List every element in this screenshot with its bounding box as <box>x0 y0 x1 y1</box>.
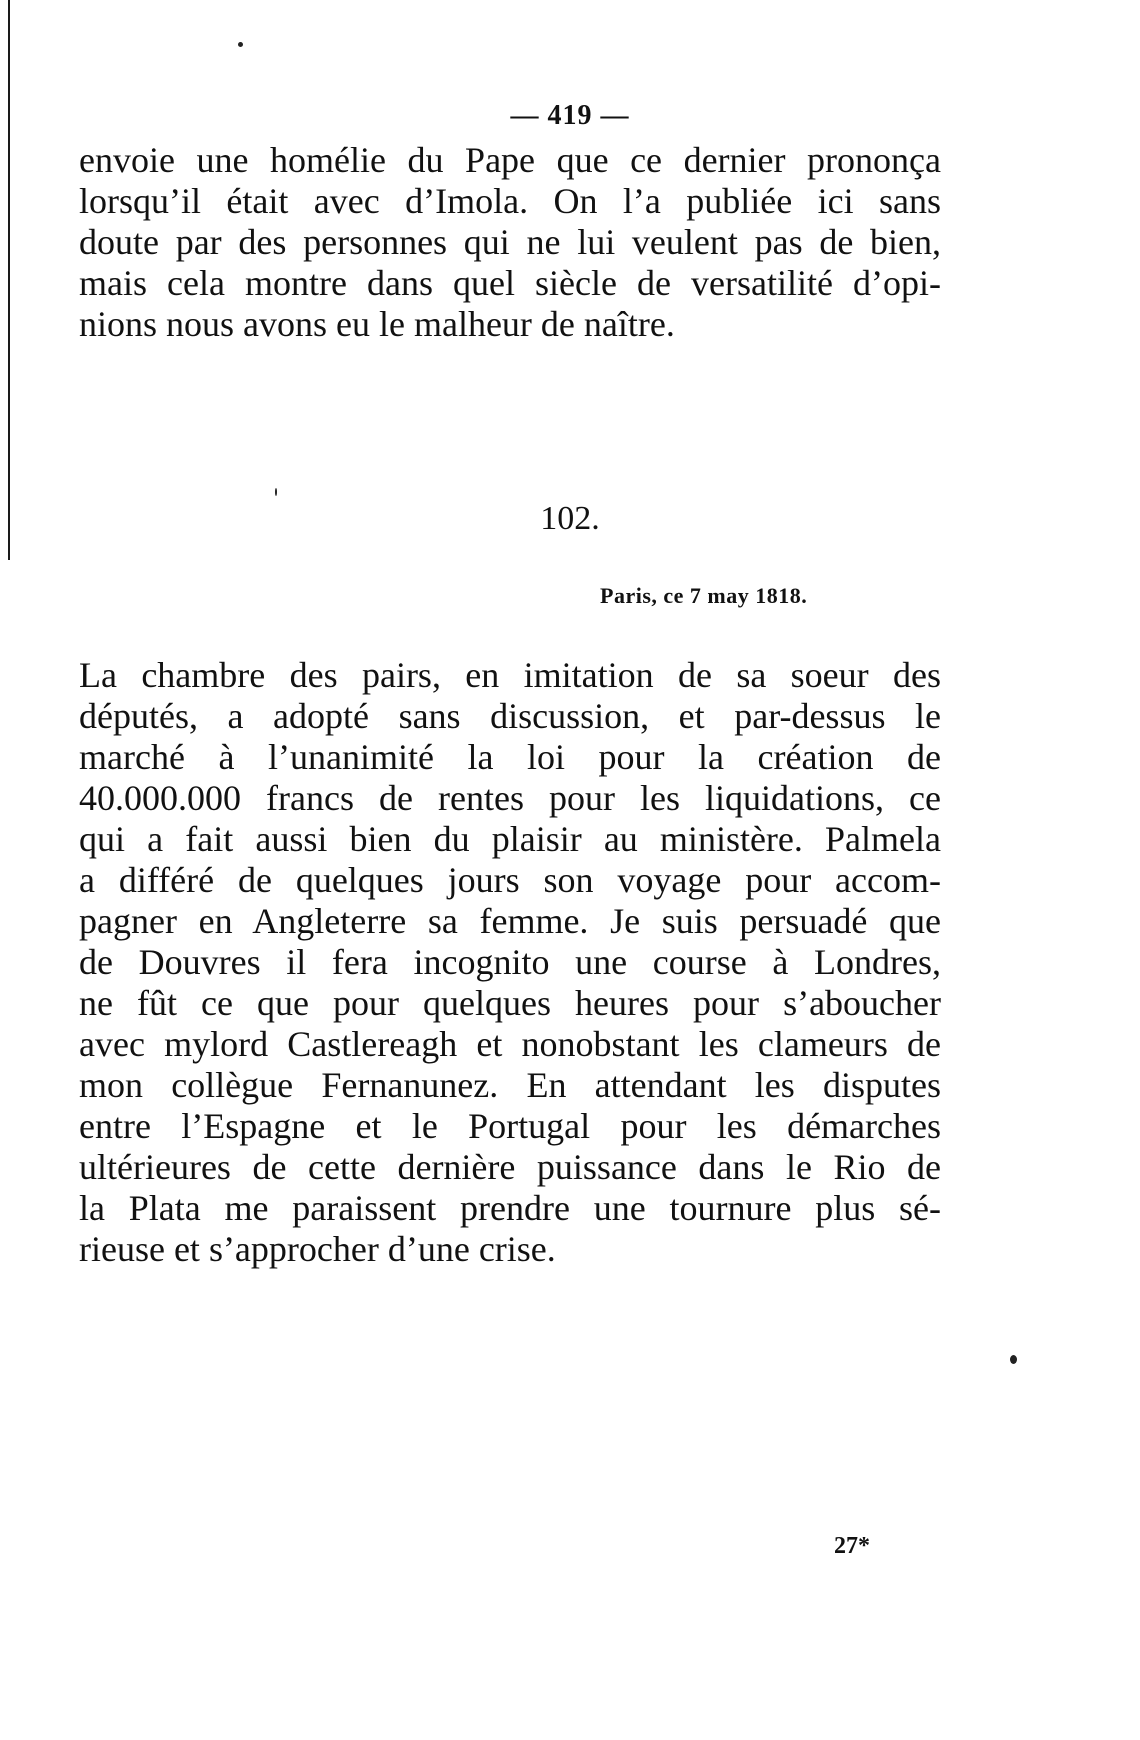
text-line: qui a fait aussi bien du plaisir au ministère. Palmela <box>79 819 941 859</box>
text-line: mais cela montre dans quel siècle de versatilité d’opi- <box>79 263 941 303</box>
text-line: a différé de quelques jours son voyage pour accom- <box>79 860 941 900</box>
text-line: la Plata me paraissent prendre une tournure plus sé- <box>79 1188 941 1228</box>
text-line: La chambre des pairs, en imitation de sa soeur des <box>79 655 941 695</box>
text-line: de Douvres il fera incognito une course à Londres, <box>79 942 941 982</box>
page-number: — 419 — <box>510 100 630 131</box>
text-line: entre l’Espagne et le Portugal pour les démarches <box>79 1106 941 1146</box>
text-line: rieuse et s’approcher d’une crise. <box>79 1229 556 1269</box>
text-line: ultérieures de cette dernière puissance dans le Rio de <box>79 1147 941 1187</box>
text-line: marché à l’unanimité la loi pour la création de <box>79 737 941 777</box>
letter-dateline: Paris, ce 7 may 1818. <box>600 583 808 608</box>
scan-speck <box>238 42 243 47</box>
text-line: pagner en Angleterre sa femme. Je suis persuadé que <box>79 901 941 941</box>
signature-mark: 27* <box>834 1533 870 1559</box>
letter-body <box>79 655 941 1270</box>
text-line: ne fût ce que pour quelques heures pour s’aboucher <box>79 983 941 1023</box>
text-line: mon collègue Fernanunez. En attendant les disputes <box>79 1065 941 1105</box>
text-line: lorsqu’il était avec d’Imola. On l’a publiée ici sans <box>79 181 941 221</box>
text-line: 40.000.000 francs de rentes pour les liquidations, ce <box>79 778 941 818</box>
text-line: avec mylord Castlereagh et nonobstant les clameurs de <box>79 1024 941 1064</box>
page-left-edge <box>8 0 10 560</box>
letter-number: 102. <box>540 500 600 537</box>
scan-speck <box>275 488 277 496</box>
text-line: députés, a adopté sans discussion, et par-dessus le <box>79 696 941 736</box>
text-line: envoie une homélie du Pape que ce dernier prononça <box>79 140 941 180</box>
scan-speck <box>1010 1355 1017 1364</box>
first-paragraph <box>79 140 941 345</box>
text-line: nions nous avons eu le malheur de naître. <box>79 304 675 344</box>
text-line: doute par des personnes qui ne lui veulent pas de bien, <box>79 222 941 262</box>
